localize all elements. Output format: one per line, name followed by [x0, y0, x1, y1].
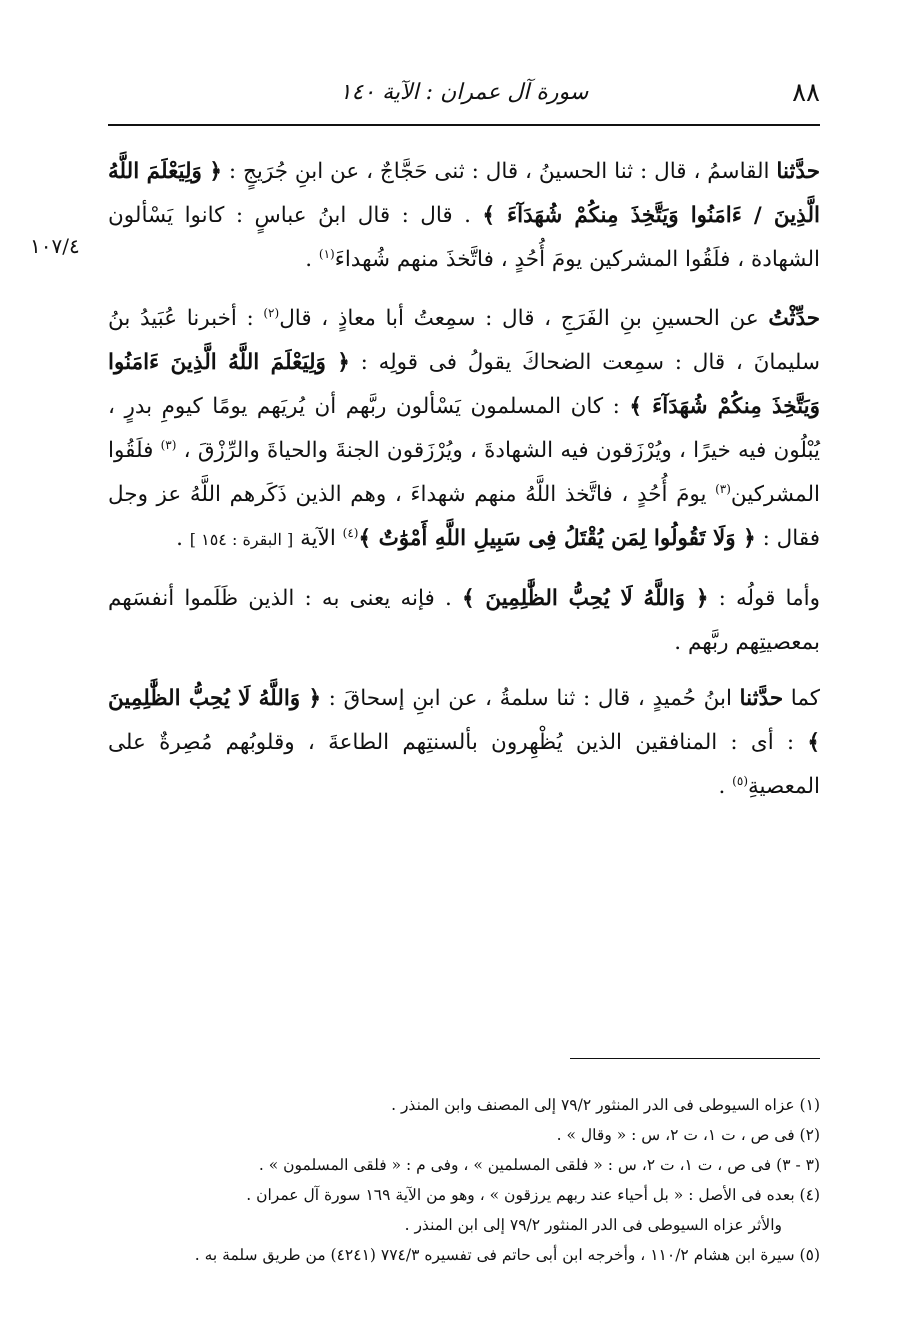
text-run: : أخبرنا عُبَيدُ بنُ سليمانَ ، قال : سمِعت الضحاكَ يقولُ فى قولِه :	[108, 306, 820, 375]
text-run: فلَقُوا المشركين	[108, 438, 820, 507]
footnote-ref: (٣)	[715, 481, 731, 496]
footnote-2: (٢) فى ص ، ت ١، ت ٢، س : « وقال » .	[556, 1126, 820, 1144]
footnote-3: (٣ - ٣) فى ص ، ت ١، ت ٢، س : « فلقى المسلمين » ، وفى م : « فلقى المسلمون » .	[258, 1156, 820, 1174]
text-run: يومَ أُحُدٍ ، فاتَّخذ اللَّهُ منهم شهداءَ ، وهم الذين ذَكَرهم اللَّهُ عز وجل فقال :	[108, 482, 820, 551]
narration-lead: حدِّثْتُ	[768, 306, 821, 331]
text-run: : أى : المنافقين الذين يُظْهِرون بألسنتِهم الطاعةَ ، وقلوبُهم مُصِرةٌ على المعصيةِ	[108, 730, 820, 799]
paragraph-1	[108, 150, 820, 282]
quran-verse: ﴿ وَاللَّهُ لَا يُحِبُّ الظَّٰلِمِينَ ﴾	[108, 686, 820, 755]
footnotes	[108, 1090, 820, 1270]
footnote-ref: (٣)	[160, 437, 177, 452]
text-run: كما	[783, 686, 820, 711]
text-run: : كان المسلمون يَسْألون ربَّهم أن يُريَهم يومًا كيومِ بدرٍ ، يُبْلُون فيه خيرًا ، ويُرْزَقون فيه الشهادةَ ، ويُرْزَقون الجنةَ والحياةَ والرِّزْقَ ،	[108, 394, 821, 463]
text-run: .	[305, 247, 319, 272]
text-run: . قال : قال ابنُ عباسٍ : كانوا يَسْألون الشهادة ، فلَقُوا المشركين يومَ أُحُدٍ ، فاتَّخذَ منهم شُهداءَ	[108, 203, 820, 272]
footnote-ref: (١)	[318, 246, 335, 261]
footnote-4: (٤) بعده فى الأصل : « بل أحياء عند ربهم يرزقون » ، وهو من الآية ١٦٩ سورة آل عمران .	[246, 1186, 820, 1204]
footnote-ref: (٤)	[342, 525, 359, 540]
narration-lead: حدَّثنا	[776, 159, 820, 184]
footnote-ref: (٥)	[732, 773, 748, 788]
running-title: سورة آل عمران : الآية ١٤٠	[339, 80, 589, 105]
text-run: . فإنه يعنى به : الذين ظَلَموا أنفسَهم بمعصيتِهم ربَّهم .	[108, 586, 820, 655]
paragraph-2	[108, 297, 820, 562]
main-text	[108, 150, 820, 824]
text-run: .	[718, 774, 733, 799]
text-run: الآية	[293, 526, 343, 551]
narration-lead: حدَّثنا	[739, 686, 784, 711]
quran-verse: ﴿ وَلَا تَقُولُوا لِمَن يُقْتَلُ فِى سَبِيلِ اللَّهِ أَمْوَٰتٌ ﴾	[358, 526, 756, 551]
text-run: .	[176, 526, 190, 551]
text-run: ابنُ حُميدٍ ، قال : ثنا سلمةُ ، عن ابنِ إسحاقَ :	[321, 686, 740, 711]
text-run: وأما قولُه :	[708, 586, 820, 611]
quran-verse: ﴿ وَلِيَعْلَمَ اللَّهُ الَّذِينَ / ءَامَنُوا وَيَتَّخِذَ مِنكُمْ شُهَدَآءَ ﴾	[108, 159, 820, 228]
footnote-rule	[570, 1058, 820, 1059]
quran-verse: ﴿ وَاللَّهُ لَا يُحِبُّ الظَّٰلِمِينَ ﴾	[461, 586, 709, 611]
page-header	[108, 74, 820, 124]
text-run: عن الحسينِ بنِ الفَرَجِ ، قال : سمِعتُ أبا معاذٍ ، قال	[279, 306, 769, 331]
header-rule	[108, 124, 820, 126]
footnote-1: (١) عزاه السيوطى فى الدر المنثور ٧٩/٢ إلى المصنف وابن المنذر .	[391, 1096, 820, 1114]
margin-reference: ١٠٧/٤	[30, 234, 80, 258]
footnote-4-continuation: والأثر عزاه السيوطى فى الدر المنثور ٧٩/٢ إلى ابن المنذر .	[404, 1216, 782, 1234]
paragraph-3	[108, 577, 820, 665]
paragraph-4	[108, 677, 820, 809]
quran-verse: ﴿ وَلِيَعْلَمَ اللَّهُ الَّذِينَ ءَامَنُوا وَيَتَّخِذَ مِنكُمْ شُهَدَآءَ ﴾	[108, 350, 820, 419]
verse-citation: [ البقرة : ١٥٤ ]	[189, 530, 294, 549]
page-number: ٨٨	[792, 78, 820, 108]
footnote-5: (٥) سيرة ابن هشام ١١٠/٢ ، وأخرجه ابن أبى حاتم فى تفسيره ٧٧٤/٣ (٤٢٤١) من طريق سلمة به .	[194, 1246, 820, 1264]
text-run: القاسمُ ، قال : ثنا الحسينُ ، قال : ثنى حَجَّاجٌ ، عن ابنِ جُرَيجٍ :	[222, 159, 777, 184]
footnote-ref: (٢)	[263, 305, 280, 320]
